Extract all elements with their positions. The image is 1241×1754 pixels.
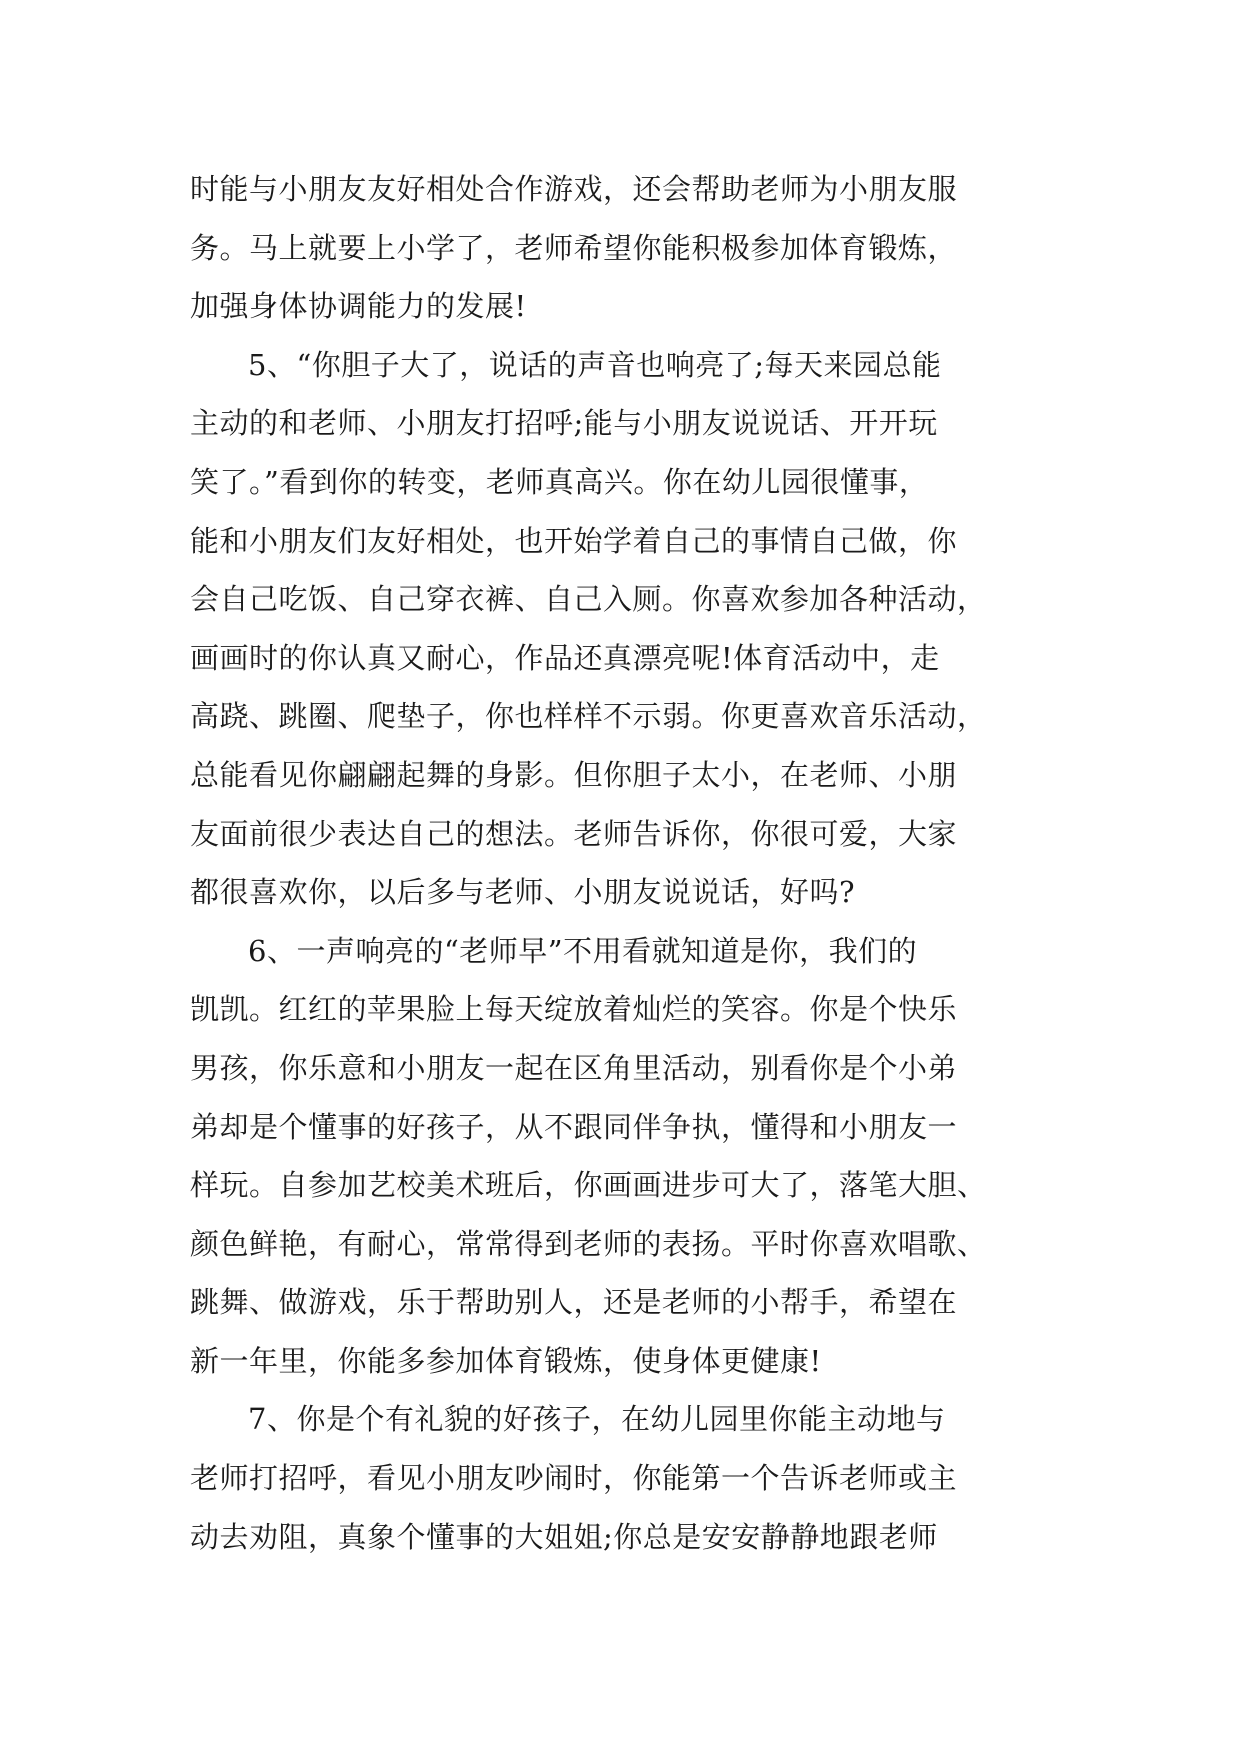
text-line: 务。马上就要上小学了，老师希望你能积极参加体育锻炼，: [190, 230, 958, 265]
text-line: 时能与小朋友友好相处合作游戏，还会帮助老师为小朋友服: [190, 172, 958, 206]
text-line: 主动的和老师、小朋友打招呼;能与小朋友说说话、开开玩: [190, 406, 938, 441]
text-line: 笑了。”看到你的转变，老师真高兴。你在幼儿园很懂事，: [190, 464, 929, 499]
text-line: 都很喜欢你，以后多与老师、小朋友说说话，好吗?: [190, 875, 856, 910]
text-line: 7、你是个有礼貌的好孩子，在幼儿园里你能主动地与: [248, 1402, 946, 1437]
text-line: 画画时的你认真又耐心，作品还真漂亮呢!体育活动中，走: [190, 640, 940, 675]
text-line: 5、“你胆子大了，说话的声音也响亮了;每天来园总能: [248, 347, 942, 382]
text-line: 颜色鲜艳，有耐心，常常得到老师的表扬。平时你喜欢唱歌、: [190, 1226, 987, 1261]
text-line: 男孩，你乐意和小朋友一起在区角里活动，别看你是个小弟: [190, 1050, 958, 1085]
text-line: 凯凯。红红的苹果脸上每天绽放着灿烂的笑容。你是个快乐: [190, 992, 958, 1027]
text-line: 样玩。自参加艺校美术班后，你画画进步可大了，落笔大胆、: [190, 1168, 987, 1203]
text-line: 能和小朋友们友好相处，也开始学着自己的事情自己做，你: [190, 523, 958, 558]
text-line: 弟却是个懂事的好孩子，从不跟同伴争执，懂得和小朋友一: [190, 1109, 958, 1144]
document-body: [190, 160, 1060, 1566]
text-line: 总能看见你翩翩起舞的身影。但你胆子太小，在老师、小朋: [190, 757, 958, 792]
text-line: 动去劝阻，真象个懂事的大姐姐;你总是安安静静地跟老师: [190, 1519, 938, 1554]
text-line: 高跷、跳圈、爬垫子，你也样样不示弱。你更喜欢音乐活动，: [190, 699, 987, 734]
text-line: 会自己吃饭、自己穿衣裤、自己入厕。你喜欢参加各种活动，: [190, 582, 987, 617]
text-line: 新一年里，你能多参加体育锻炼，使身体更健康!: [190, 1343, 822, 1378]
text-line: 友面前很少表达自己的想法。老师告诉你，你很可爱，大家: [190, 816, 958, 851]
text-line: 加强身体协调能力的发展!: [190, 289, 527, 324]
text-line: 6、一声响亮的“老师早”不用看就知道是你，我们的: [248, 933, 918, 968]
text-line: 跳舞、做游戏，乐于帮助别人，还是老师的小帮手，希望在: [190, 1285, 958, 1320]
text-line: 老师打招呼，看见小朋友吵闹时，你能第一个告诉老师或主: [190, 1461, 958, 1496]
